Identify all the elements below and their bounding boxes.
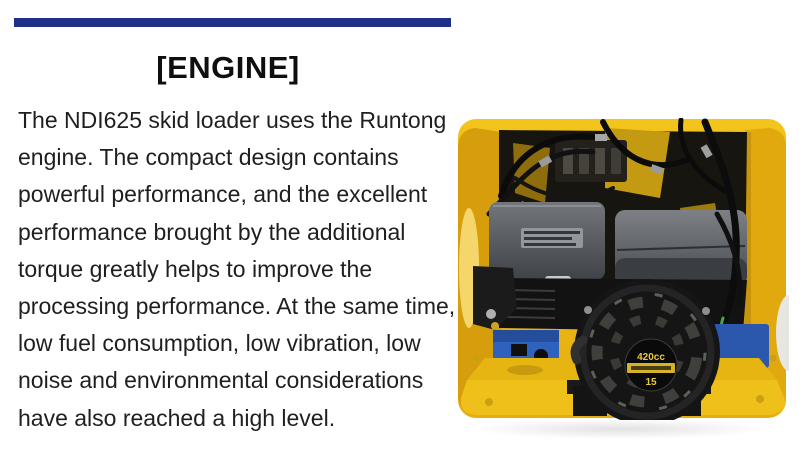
paragraph-line: have also reached a high level. xyxy=(18,404,336,431)
paragraph-line: engine. The compact design contains xyxy=(18,144,399,171)
engine-label-displacement: 420cc xyxy=(637,352,665,363)
paragraph-line: powerful performance, and the excellent xyxy=(18,181,428,208)
description-paragraph xyxy=(18,102,463,437)
engine-photo xyxy=(455,118,789,420)
photo-shadow xyxy=(470,419,770,439)
paragraph-line: torque greatly helps to improve the xyxy=(18,255,373,282)
engine-photo-illustration xyxy=(455,118,789,420)
engine-label-number: 15 xyxy=(645,377,657,388)
section-title: [ENGINE] xyxy=(156,50,300,85)
paragraph-line: processing performance. At the same time, xyxy=(18,292,456,319)
paragraph-line: low fuel consumption, low vibration, low xyxy=(18,330,421,357)
paragraph-line: The NDI625 skid loader uses the Runtong xyxy=(18,107,447,133)
paragraph-line: noise and environmental considerations xyxy=(18,367,424,394)
engine-label xyxy=(625,339,677,391)
paragraph-line: performance brought by the additional xyxy=(18,218,406,245)
section-divider-bar xyxy=(14,18,451,27)
